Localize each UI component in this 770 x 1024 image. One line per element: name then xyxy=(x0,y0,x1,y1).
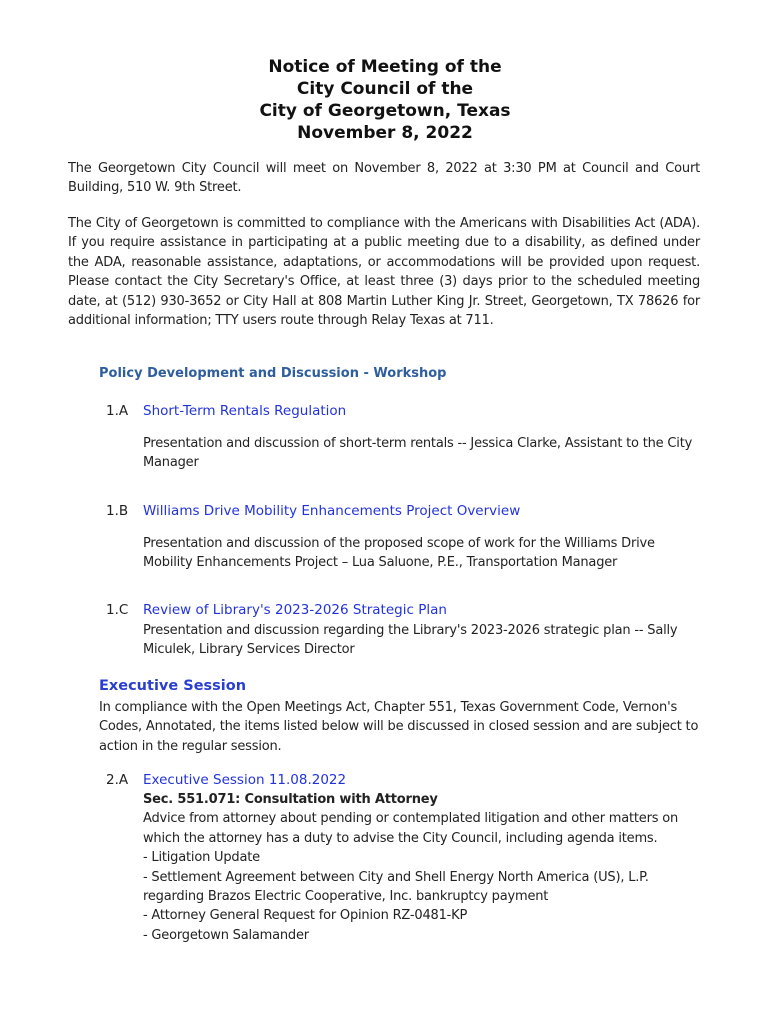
meeting-intro: The Georgetown City Council will meet on November 8, 2022 at 3:30 PM at Council and Court Building, 510 W. 9th Street. xyxy=(68,161,700,196)
title-line-2: City Council of the xyxy=(296,79,474,99)
item-number: 1.A xyxy=(106,403,129,419)
item-number: 2.A xyxy=(106,772,129,788)
attorney-advice: Advice from attorney about pending or contemplated litigation and other matters on which the attorney has a duty to advise the City Council, including agenda items. xyxy=(143,811,679,846)
workshop-heading: Policy Development and Discussion - Workshop xyxy=(99,366,447,381)
item-title-link[interactable]: Short-Term Rentals Regulation xyxy=(143,403,347,419)
title-line-4: November 8, 2022 xyxy=(297,123,473,143)
agenda-bullet: - Attorney General Request for Opinion RZ-0481-KP xyxy=(143,908,468,924)
agenda-bullet: - Georgetown Salamander xyxy=(143,927,309,943)
item-number: 1.C xyxy=(106,602,129,618)
document-title xyxy=(0,56,770,144)
item-title-link[interactable]: Williams Drive Mobility Enhancements Project Overview xyxy=(143,503,521,519)
executive-session-heading: Executive Session xyxy=(99,678,247,694)
item-title-link[interactable]: Review of Library's 2023-2026 Strategic Plan xyxy=(143,602,447,618)
item-description: Presentation and discussion of short-term rentals -- Jessica Clarke, Assistant to the City Manager xyxy=(143,436,693,471)
section-citation: Sec. 551.071: Consultation with Attorney xyxy=(143,792,438,807)
ada-notice: The City of Georgetown is committed to compliance with the Americans with Disabilities Act (ADA). If you require assistance in participating at a public meeting due to a disability, as defined under the ADA, reasonable assistance, adaptations, or accommodations will be provided upon request. Please contact the City Secretary's Office, at least three (3) days prior to the scheduled meeting date, at (512) 930-3652 or City Hall at 808 Martin Luther King Jr. Street, Georgetown, TX 78626 for additional information; TTY users route through Relay Texas at 711. xyxy=(68,216,700,329)
executive-session-intro: In compliance with the Open Meetings Act, Chapter 551, Texas Government Code, Vernon's Codes, Annotated, the items listed below will be discussed in closed session and are subject to action in the regular session. xyxy=(99,700,699,754)
item-description: Presentation and discussion of the proposed scope of work for the Williams Drive Mobility Enhancements Project – Lua Saluone, P.E., Transportation Manager xyxy=(143,536,655,571)
title-line-1: Notice of Meeting of the xyxy=(268,57,502,77)
item-description: Presentation and discussion regarding the Library's 2023-2026 strategic plan -- Sally Miculek, Library Services Director xyxy=(143,623,678,658)
executive-item-body xyxy=(143,790,703,945)
item-title-link[interactable]: Executive Session 11.08.2022 xyxy=(143,772,347,788)
item-number: 1.B xyxy=(106,503,129,519)
agenda-bullet: - Litigation Update xyxy=(143,850,260,866)
agenda-bullet: - Settlement Agreement between City and Shell Energy North America (US), L.P. regarding Brazos Electric Cooperative, Inc. bankruptcy payment xyxy=(143,869,649,905)
title-line-3: City of Georgetown, Texas xyxy=(259,101,511,121)
